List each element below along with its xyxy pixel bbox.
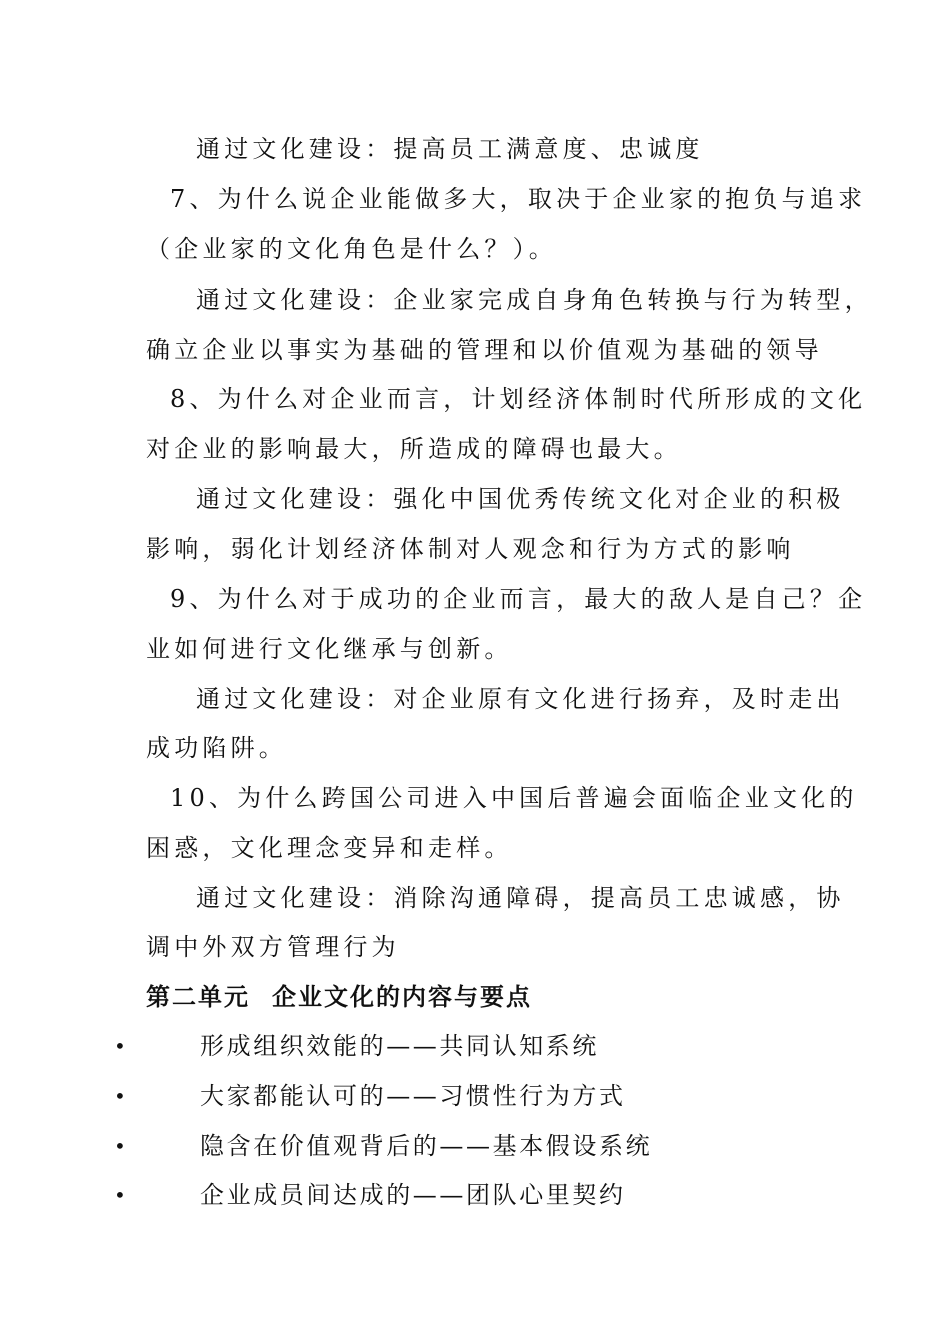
list-item: [0, 1081, 950, 1111]
bullet-icon: •: [114, 1084, 126, 1108]
bullet-icon: •: [114, 1183, 126, 1207]
answer-line: 影响，弱化计划经济体制对人观念和行为方式的影响: [146, 535, 795, 563]
bullet-icon: •: [114, 1134, 126, 1158]
answer-line: 通过文化建设：企业家完成自身角色转换与行为转型，: [196, 286, 873, 314]
list-item-text: 隐含在价值观背后的——基本假设系统: [200, 1132, 653, 1160]
question-line: 8、为什么对企业而言，计划经济体制时代所形成的文化: [170, 385, 867, 413]
question-line: 7、为什么说企业能做多大，取决于企业家的抱负与追求: [170, 185, 867, 213]
section-unit: 第二单元: [146, 983, 250, 1011]
list-item-text: 形成组织效能的——共同认知系统: [200, 1032, 599, 1060]
section-heading: [146, 982, 532, 1012]
list-item: [0, 1180, 950, 1210]
answer-line: 通过文化建设：强化中国优秀传统文化对企业的积极: [196, 485, 845, 513]
question-line: 9、为什么对于成功的企业而言，最大的敌人是自己？企: [170, 585, 867, 613]
list-item: [0, 1131, 950, 1161]
list-item-text: 大家都能认可的——习惯性行为方式: [200, 1082, 626, 1110]
list-item: [0, 1031, 950, 1061]
question-line: 对企业的影响最大，所造成的障碍也最大。: [146, 435, 682, 463]
answer-line: 调中外双方管理行为: [146, 933, 400, 961]
question-line: 困惑，文化理念变异和走样。: [146, 834, 513, 862]
bullet-icon: •: [114, 1034, 126, 1058]
question-line: 10、为什么跨国公司进入中国后普遍会面临企业文化的: [170, 784, 858, 812]
section-title: 企业文化的内容与要点: [272, 983, 532, 1011]
question-line: （企业家的文化角色是什么？）。: [146, 235, 557, 263]
question-line: 业如何进行文化继承与创新。: [146, 635, 513, 663]
list-item-text: 企业成员间达成的——团队心里契约: [200, 1181, 626, 1209]
answer-line: 通过文化建设：提高员工满意度、忠诚度: [196, 135, 704, 163]
answer-line: 确立企业以事实为基础的管理和以价值观为基础的领导: [146, 336, 823, 364]
answer-line: 成功陷阱。: [146, 734, 287, 762]
answer-line: 通过文化建设：消除沟通障碍，提高员工忠诚感，协: [196, 884, 845, 912]
answer-line: 通过文化建设：对企业原有文化进行扬弃，及时走出: [196, 685, 845, 713]
